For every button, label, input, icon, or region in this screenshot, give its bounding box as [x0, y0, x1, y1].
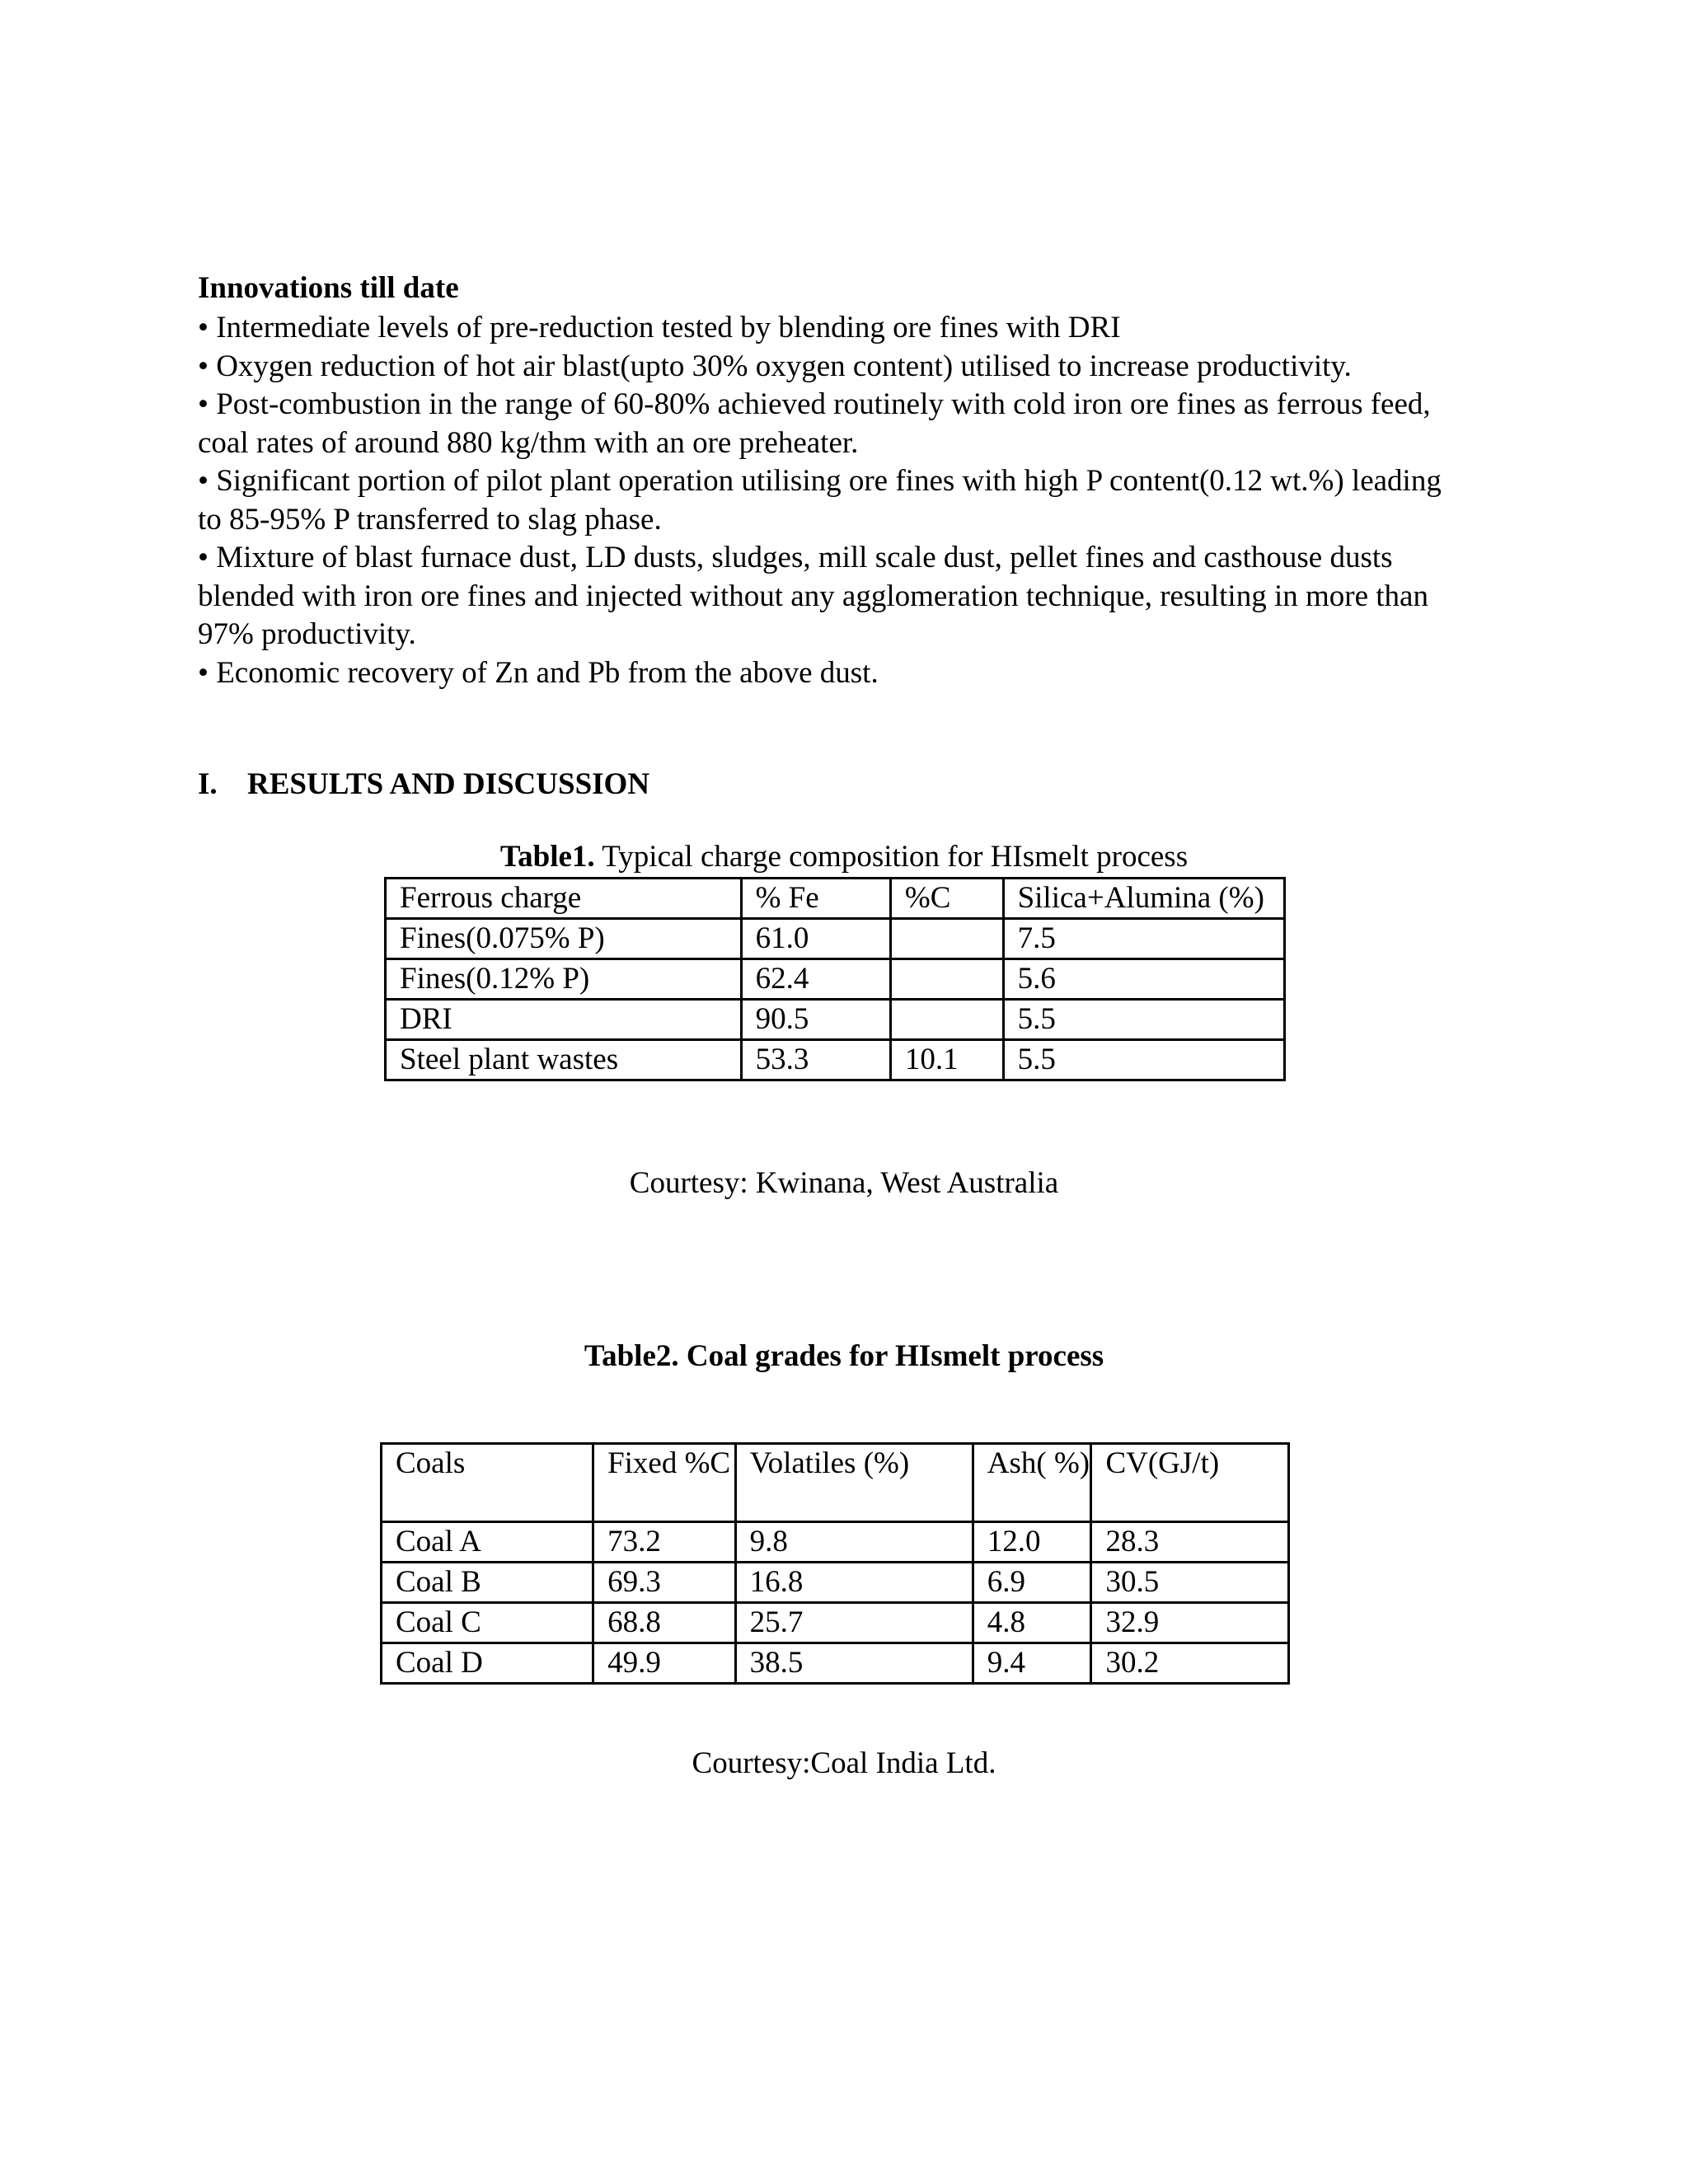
table-cell: 30.2 — [1091, 1643, 1289, 1684]
table-cell: 68.8 — [593, 1603, 736, 1643]
header-cell: %C — [890, 879, 1003, 919]
table-cell: 53.3 — [741, 1040, 890, 1080]
table-cell: 25.7 — [735, 1603, 973, 1643]
table-cell: Coal A — [382, 1522, 593, 1563]
list-item: • Post-combustion in the range of 60-80% achieved routinely with cold iron ore fines as ferrous feed, coal rates of around 880 kg/thm with an ore preheater. — [198, 387, 1431, 460]
table-cell: 16.8 — [735, 1563, 973, 1603]
table-cell: Fines(0.075% P) — [386, 919, 742, 959]
table-cell: Steel plant wastes — [386, 1040, 742, 1080]
table-cell: 5.5 — [1003, 1040, 1284, 1080]
table1-caption — [0, 839, 1688, 874]
table-cell — [890, 959, 1003, 1000]
table-cell: DRI — [386, 1000, 742, 1040]
table2-caption: Table2. Coal grades for HIsmelt process — [584, 1339, 1104, 1373]
table-row — [382, 1522, 1289, 1563]
list-item: • Significant portion of pilot plant operation utilising ore fines with high P content(0.12 wt.%) leading to 85-95% P transferred to slag phase. — [198, 464, 1442, 537]
table1-caption-label: Table1. — [499, 840, 595, 874]
table-header-row — [382, 1444, 1289, 1522]
header-cell: CV(GJ/t) — [1091, 1444, 1289, 1522]
table-cell: 4.8 — [973, 1603, 1091, 1643]
table-cell: 7.5 — [1003, 919, 1284, 959]
section-number: I. — [198, 767, 218, 801]
header-cell: Coals — [382, 1444, 593, 1522]
header-cell: Ash( %) — [973, 1444, 1091, 1522]
section-title: RESULTS AND DISCUSSION — [247, 767, 650, 801]
table-cell: 9.4 — [973, 1643, 1091, 1684]
table2-coal-grades — [380, 1442, 1290, 1685]
table-cell: 9.8 — [735, 1522, 973, 1563]
innovations-title: Innovations till date — [198, 271, 459, 305]
table-cell: 6.9 — [973, 1563, 1091, 1603]
table-cell: 5.5 — [1003, 1000, 1284, 1040]
table-cell: Coal C — [382, 1603, 593, 1643]
table-cell: 28.3 — [1091, 1522, 1289, 1563]
table-row — [382, 1643, 1289, 1684]
table-row — [386, 1000, 1285, 1040]
table-cell: 69.3 — [593, 1563, 736, 1603]
table-cell: 73.2 — [593, 1522, 736, 1563]
table-cell: Fines(0.12% P) — [386, 959, 742, 1000]
table2-courtesy: Courtesy:Coal India Ltd. — [692, 1746, 996, 1780]
table-cell: 30.5 — [1091, 1563, 1289, 1603]
list-item: • Mixture of blast furnace dust, LD dusts, sludges, mill scale dust, pellet fines and casthouse dusts blended with iron ore fines and injected without any agglomeration technique, resulting in more than 97% productivity. — [198, 541, 1428, 651]
table-row — [386, 959, 1285, 1000]
header-cell: Fixed %C — [593, 1444, 736, 1522]
header-cell: Ferrous charge — [386, 879, 742, 919]
table-cell — [890, 919, 1003, 959]
table-row — [382, 1563, 1289, 1603]
header-cell: Silica+Alumina (%) — [1003, 879, 1284, 919]
table-cell: 38.5 — [735, 1643, 973, 1684]
table-cell: 5.6 — [1003, 959, 1284, 1000]
table-row — [382, 1603, 1289, 1643]
table1-courtesy: Courtesy: Kwinana, West Australia — [629, 1166, 1059, 1200]
list-item: • Oxygen reduction of hot air blast(upto 30% oxygen content) utilised to increase productivity. — [198, 349, 1352, 383]
table-cell: 62.4 — [741, 959, 890, 1000]
list-item: • Economic recovery of Zn and Pb from the above dust. — [198, 655, 879, 690]
table1-caption-text: Typical charge composition for HIsmelt process — [594, 840, 1189, 874]
table-row — [386, 1040, 1285, 1080]
table-cell: Coal B — [382, 1563, 593, 1603]
table-cell: 12.0 — [973, 1522, 1091, 1563]
header-cell: % Fe — [741, 879, 890, 919]
table-cell: 61.0 — [741, 919, 890, 959]
section-heading — [198, 766, 649, 802]
table-cell: 49.9 — [593, 1643, 736, 1684]
innovations-list — [198, 309, 1471, 692]
header-cell: Volatiles (%) — [735, 1444, 973, 1522]
table-cell — [890, 1000, 1003, 1040]
list-item: • Intermediate levels of pre-reduction tested by blending ore fines with DRI — [198, 311, 1121, 344]
table-cell: 90.5 — [741, 1000, 890, 1040]
table-cell: 32.9 — [1091, 1603, 1289, 1643]
table-cell: 10.1 — [890, 1040, 1003, 1080]
table-cell: Coal D — [382, 1643, 593, 1684]
table1-charge-composition — [384, 877, 1286, 1081]
table-row — [386, 919, 1285, 959]
table-header-row — [386, 879, 1285, 919]
